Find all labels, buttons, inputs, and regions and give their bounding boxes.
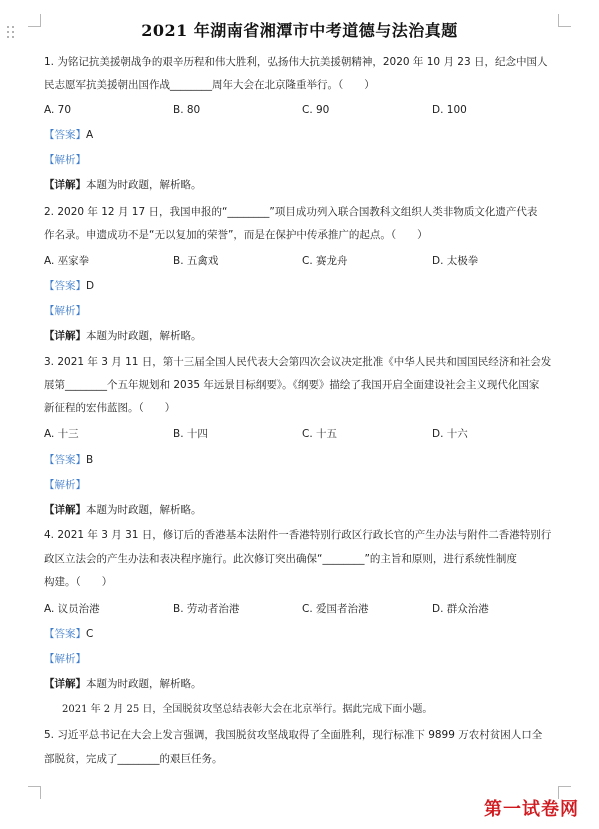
detail-label: 【详解】	[44, 504, 86, 516]
analysis-line	[44, 304, 564, 318]
question-2-text: 作名录。申遗成功不是“无以复加的荣誉”，而是在保护中传承推广的起点。（ ）	[44, 229, 428, 241]
detail-line	[44, 329, 564, 343]
option-c: C. 爱国者治港	[302, 603, 369, 615]
detail-text: 本题为时政题，解析略。	[86, 330, 202, 342]
detail-label: 【详解】	[44, 678, 86, 690]
document-title: 2021 年湖南省湘潭市中考道德与法治真题	[141, 21, 458, 40]
question-5-text: 5. 习近平总书记在大会上发言强调，我国脱贫攻坚战取得了全面胜利，现行标准下 9899 万农村贫困人口全	[44, 729, 543, 741]
option-d: D. 太极拳	[432, 255, 479, 267]
question-1-text: 民志愿军抗美援朝出国作战________周年大会在北京隆重举行。（ ）	[44, 79, 375, 91]
question-2-text: 2. 2020 年 12 月 17 日，我国申报的“________”项目成功列入联合国教科文组织人类非物质文化遗产代表	[44, 206, 538, 218]
option-b: B. 五禽戏	[173, 255, 219, 267]
answer-label: 【答案】	[44, 280, 86, 292]
question-1-text: 1. 为铭记抗美援朝战争的艰辛历程和伟大胜利，弘扬伟大抗美援朝精神，2020 年 10 月 23 日，纪念中国人	[44, 56, 548, 68]
answer-label: 【答案】	[44, 628, 86, 640]
detail-line	[44, 503, 564, 517]
answer-line	[44, 128, 564, 142]
option-b: B. 80	[173, 104, 201, 116]
option-c: C. 十五	[302, 428, 338, 440]
analysis-label: 【解析】	[44, 305, 86, 317]
question-3-text: 3. 2021 年 3 月 11 日，第十三届全国人民代表大会第四次会议决定批准《中华人民共和国国民经济和社会发	[44, 356, 552, 368]
detail-text: 本题为时政题，解析略。	[86, 179, 202, 191]
answer-value: C	[86, 628, 94, 640]
detail-text: 本题为时政题，解析略。	[86, 504, 202, 516]
analysis-label: 【解析】	[44, 479, 86, 491]
option-a: A. 十三	[44, 428, 79, 440]
detail-label: 【详解】	[44, 179, 86, 191]
answer-value: A	[86, 129, 94, 141]
option-d: D. 群众治港	[432, 603, 489, 615]
watermark-logo: 第一试卷网	[484, 799, 579, 820]
answer-line	[44, 627, 564, 641]
answer-value: D	[86, 280, 95, 292]
question-4-text: 政区立法会的产生办法和表决程序施行。此次修订突出确保“________”的主旨和原则，进行系统性制度	[44, 553, 517, 565]
option-a: A. 70	[44, 104, 72, 116]
analysis-label: 【解析】	[44, 154, 86, 166]
question-3-text: 新征程的宏伟蓝图。（ ）	[44, 402, 176, 414]
question-4-text: 4. 2021 年 3 月 31 日，修订后的香港基本法附件一香港特别行政区行政长官的产生办法与附件二香港特别行	[44, 529, 552, 541]
option-c: C. 90	[302, 104, 330, 116]
page-corner-mark	[28, 786, 41, 799]
option-b: B. 十四	[173, 428, 208, 440]
detail-text: 本题为时政题，解析略。	[86, 678, 202, 690]
question-3-text: 展第________个五年规划和 2035 年远景目标纲要》。《纲要》描绘了我国开启全面建设社会主义现代化国家	[44, 379, 540, 391]
question-5-text: 部脱贫，完成了________的艰巨任务。	[44, 753, 223, 765]
detail-label: 【详解】	[44, 330, 86, 342]
option-a: A. 议员治港	[44, 603, 100, 615]
option-d: D. 十六	[432, 428, 468, 440]
option-c: C. 赛龙舟	[302, 255, 348, 267]
answer-label: 【答案】	[44, 454, 86, 466]
analysis-label: 【解析】	[44, 653, 86, 665]
answer-value: B	[86, 454, 94, 466]
answer-line	[44, 453, 564, 467]
option-b: B. 劳动者治港	[173, 603, 240, 615]
analysis-line	[44, 652, 564, 666]
answer-label: 【答案】	[44, 129, 86, 141]
option-a: A. 巫家拳	[44, 255, 90, 267]
option-d: D. 100	[432, 104, 467, 116]
analysis-line	[44, 153, 564, 167]
detail-line	[44, 677, 564, 691]
detail-line	[44, 178, 564, 192]
question-4-text: 构建。（ ）	[44, 576, 113, 588]
answer-line	[44, 279, 564, 293]
analysis-line	[44, 478, 564, 492]
passage-text: 2021 年 2 月 25 日，全国脱贫攻坚总结表彰大会在北京举行。据此完成下面小题。	[62, 704, 433, 715]
